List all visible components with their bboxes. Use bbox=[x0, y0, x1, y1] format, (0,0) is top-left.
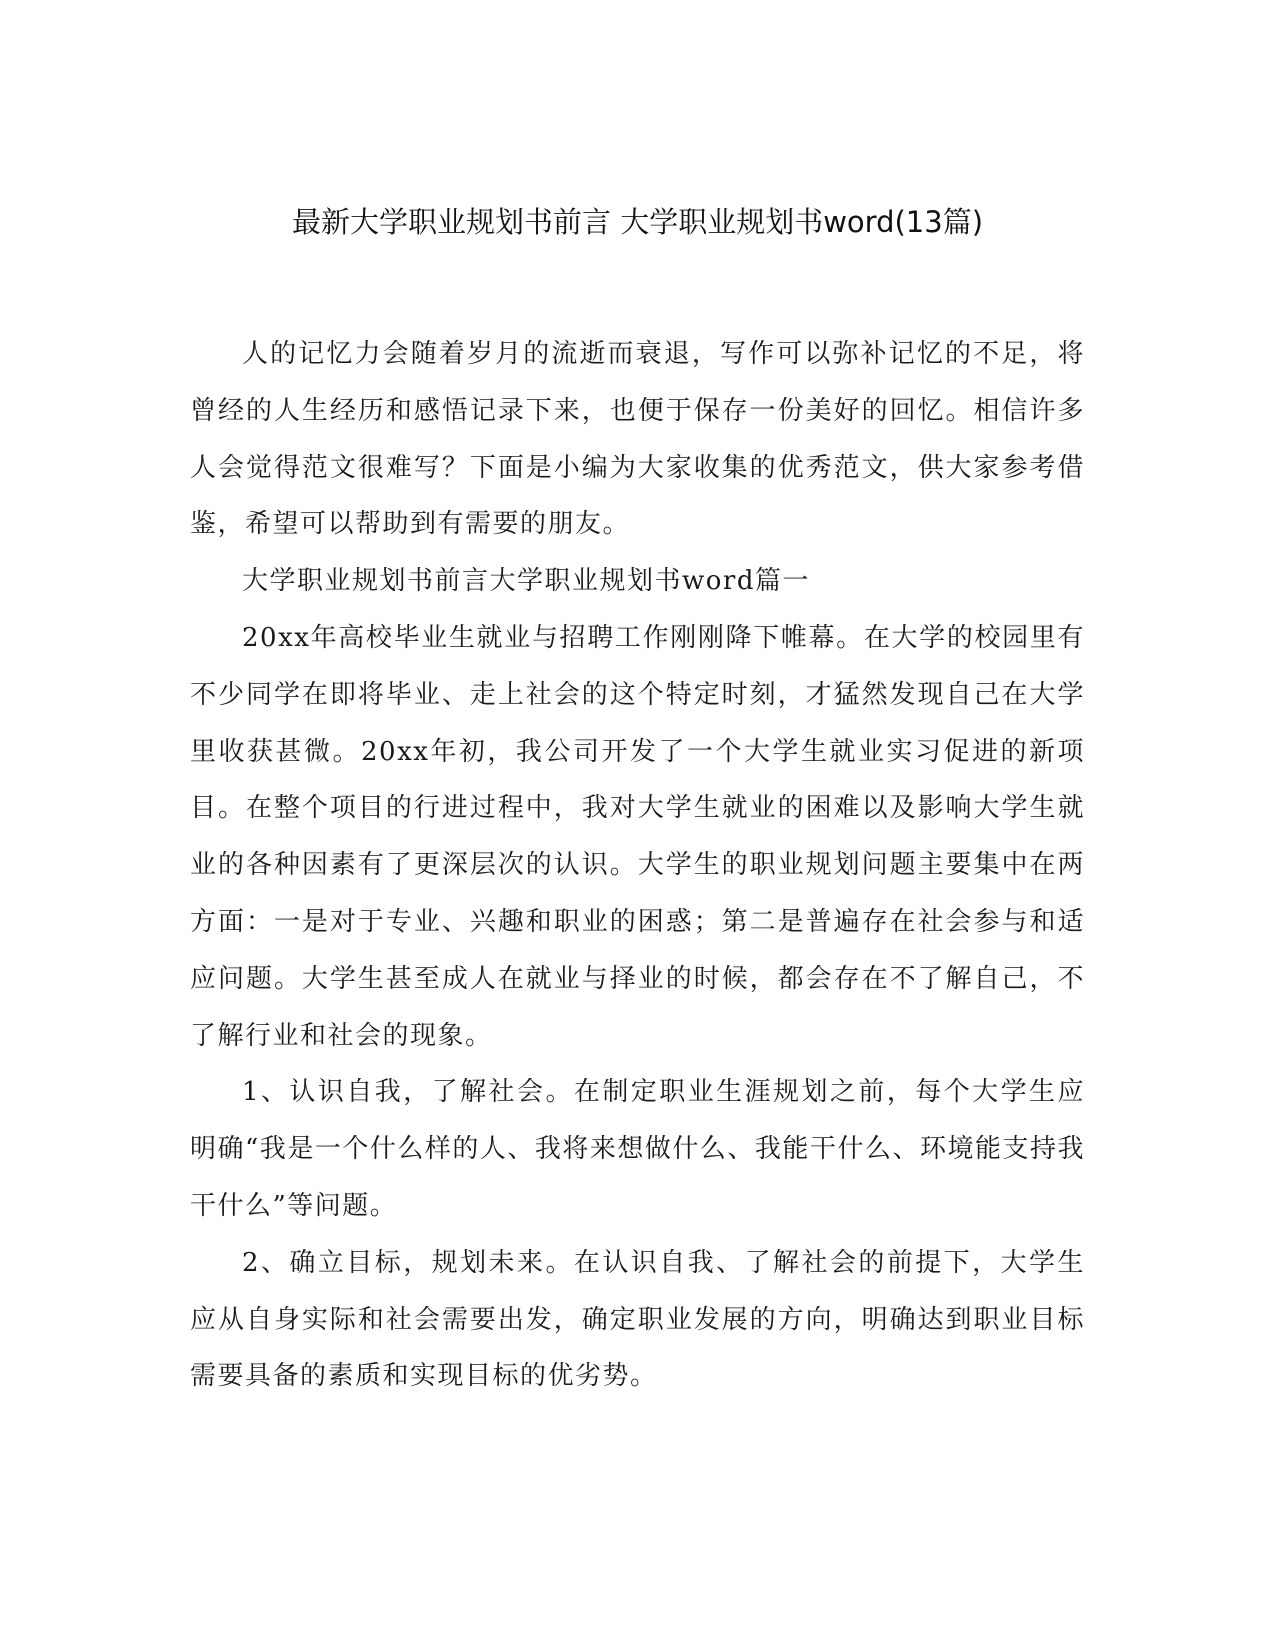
document-body bbox=[190, 326, 1085, 1405]
intro-paragraph: 人的记忆力会随着岁月的流逝而衰退，写作可以弥补记忆的不足，将曾经的人生经历和感悟记录下来，也便于保存一份美好的回忆。相信许多人会觉得范文很难写？下面是小编为大家收集的优秀范文，供大家参考借鉴，希望可以帮助到有需要的朋友。 bbox=[190, 339, 1085, 540]
list-item-2: 2、确立目标，规划未来。在认识自我、了解社会的前提下，大学生应从自身实际和社会需要出发，确定职业发展的方向，明确达到职业目标需要具备的素质和实现目标的优劣势。 bbox=[190, 1247, 1085, 1392]
section-heading: 大学职业规划书前言大学职业规划书word篇一 bbox=[242, 566, 810, 597]
list-item-1: 1、认识自我，了解社会。在制定职业生涯规划之前，每个大学生应明确“我是一个什么样的人、我将来想做什么、我能干什么、环境能支持我干什么”等问题。 bbox=[190, 1077, 1085, 1221]
body-paragraph: 20xx年高校毕业生就业与招聘工作刚刚降下帷幕。在大学的校园里有不少同学在即将毕业、走上社会的这个特定时刻，才猛然发现自己在大学里收获甚微。20xx年初，我公司开发了一个大学生就业实习促进的新项目。在整个项目的行进过程中，我对大学生就业的困难以及影响大学生就业的各种因素有了更深层次的认识。大学生的职业规划问题主要集中在两方面：一是对于专业、兴趣和职业的困惑；第二是普遍存在社会参与和适应问题。大学生甚至成人在就业与择业的时候，都会存在不了解自己，不了解行业和社会的现象。 bbox=[190, 622, 1085, 1051]
document-title: 最新大学职业规划书前言 大学职业规划书word(13篇) bbox=[291, 205, 984, 239]
